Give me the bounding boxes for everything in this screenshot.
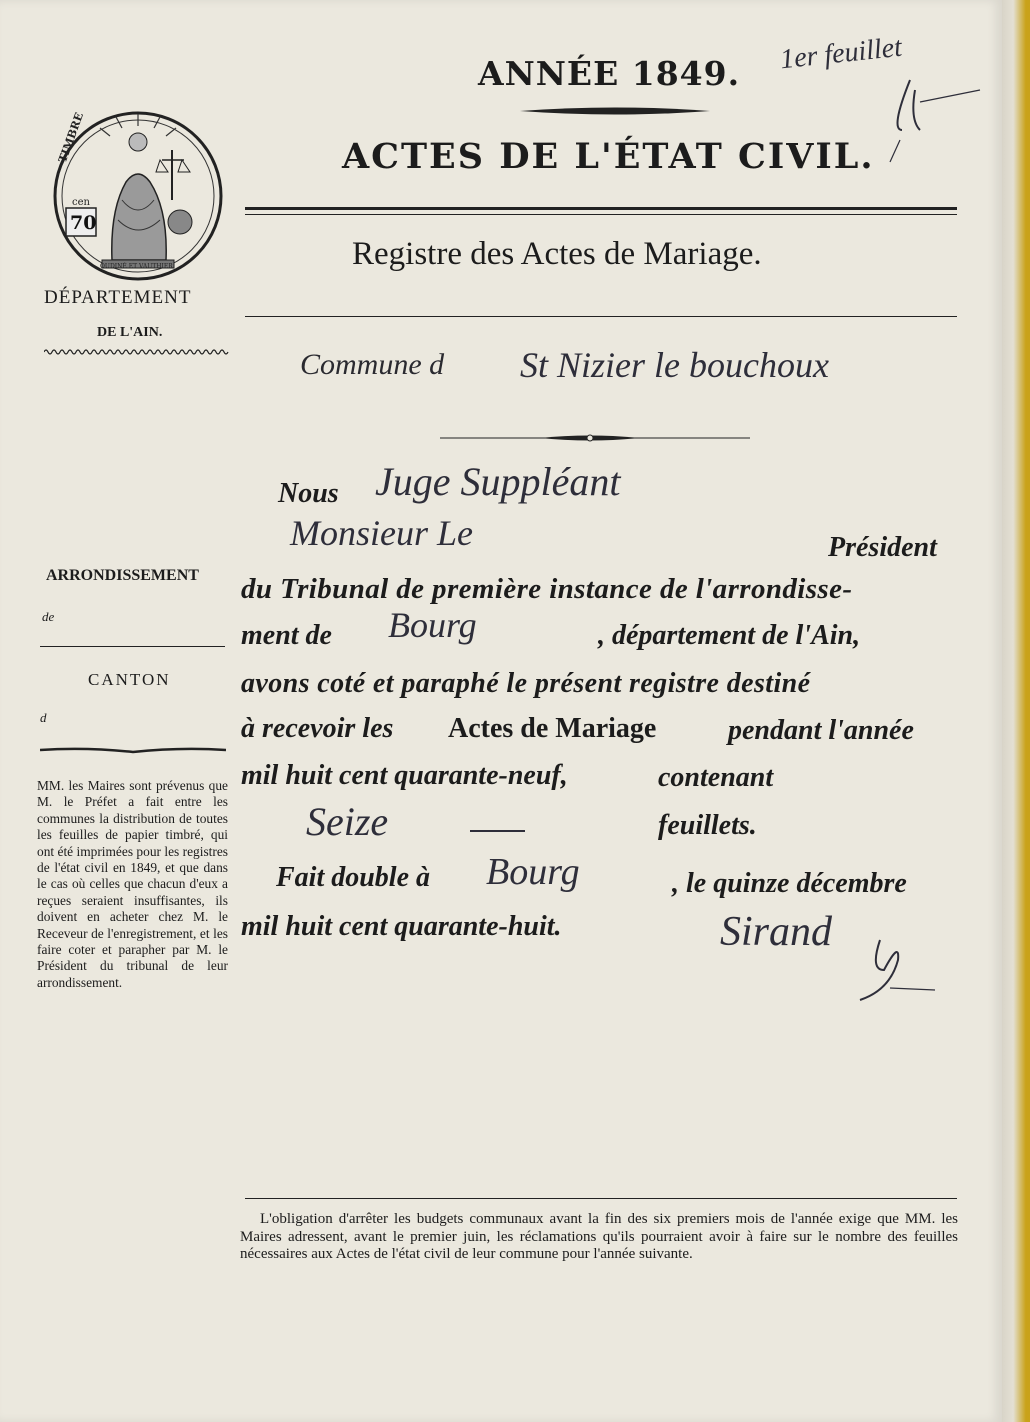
seal-unit: cen (72, 197, 90, 208)
commune-ornament (440, 432, 750, 444)
arrondissement-label: ARRONDISSEMENT (46, 567, 199, 584)
arrondissement-de: de (42, 609, 55, 624)
title-ornament (520, 104, 710, 118)
arrondissement-line (40, 646, 225, 647)
department-name: DE L'AIN. (97, 325, 163, 340)
wavy-divider (44, 348, 230, 356)
title-rule-thin (245, 214, 957, 215)
seal-label-top: TIMBRE (56, 110, 87, 165)
commune-label: Commune d (300, 348, 445, 381)
handwritten-monsieur-le: Monsieur Le (290, 513, 473, 553)
title-rule-thick (245, 207, 957, 210)
handwritten-sheet-note: 1er feuillet (778, 31, 904, 76)
avons-cote-line: avons coté et paraphé le présent registre destiné (241, 668, 811, 699)
handwritten-commune-name: St Nizier le bouchoux (520, 345, 829, 385)
seal-value: 70 (70, 212, 97, 234)
canton-label: CANTON (88, 670, 171, 689)
flourish-top-right (880, 70, 990, 170)
department-ain-text: , département de l'Ain, (598, 620, 861, 651)
handwritten-city-bourg-2: Bourg (486, 851, 580, 893)
handwritten-sheet-count: Seize (306, 799, 389, 844)
feuillets-label: feuillets. (658, 810, 757, 841)
tribunal-line: du Tribunal de première instance de l'arrondisse- (241, 573, 853, 605)
handwritten-city-bourg: Bourg (388, 605, 477, 645)
page-edge (1002, 0, 1030, 1422)
canton-ornament (40, 744, 226, 756)
department-label: DÉPARTEMENT (44, 287, 192, 308)
page-title: ACTES DE L'ÉTAT CIVIL. (342, 136, 875, 177)
fait-double-label: Fait double à (276, 862, 431, 893)
mayors-notice: MM. les Maires sont prévenus que M. le Préfet a fait entre les communes la distribution de toutes les feuilles de papier timbré, qui ont été imprimées pour les registres de l'état civil en 1849, et que dans le cas où celles que chacun d'eux a reçues seraient insuffisantes, ils doivent en acheter chez M. le Receveur de l'enregistrement, et les faire coter et parapher par M. le Président du tribunal de leur arrondissement. (37, 778, 228, 990)
canton-de: d (40, 710, 47, 725)
nous-label: Nous (278, 478, 339, 509)
date-text: , le quinze décembre (672, 868, 907, 899)
pendant-annee-text: pendant l'année (728, 715, 914, 746)
count-dash (470, 830, 525, 832)
president-label: Président (828, 532, 937, 563)
actes-mariage-text: Actes de Mariage (448, 713, 657, 744)
register-rule (245, 316, 957, 317)
recevoir-text: à recevoir les (241, 713, 394, 744)
contenant-label: contenant (658, 762, 774, 793)
ment-de-label: ment de (241, 620, 332, 651)
year-heading: ANNÉE 1849. (478, 54, 741, 93)
footer-rule (245, 1198, 957, 1199)
year-1849-text: mil huit cent quarante-neuf, (241, 760, 568, 791)
handwritten-judge-title: Juge Suppléant (375, 459, 621, 504)
signature: Sirand (720, 909, 833, 955)
signature-flourish (840, 930, 950, 1010)
register-title: Registre des Actes de Mariage. (352, 236, 762, 272)
year-1848-text: mil huit cent quarante-huit. (241, 911, 562, 942)
footer-budget-note: L'obligation d'arrêter les budgets communaux avant la fin des six premiers mois de l'année exige que MM. les Maires adressent, avant le premier juin, les réclamations qu'ils pourraient avoir à faire sur le nombre des feuilles nécessaires aux Actes de l'état civil de leur commune pour l'année suivante. (240, 1211, 958, 1263)
seal-maker: OUDINÉ ET VAUTHIER (100, 263, 173, 270)
